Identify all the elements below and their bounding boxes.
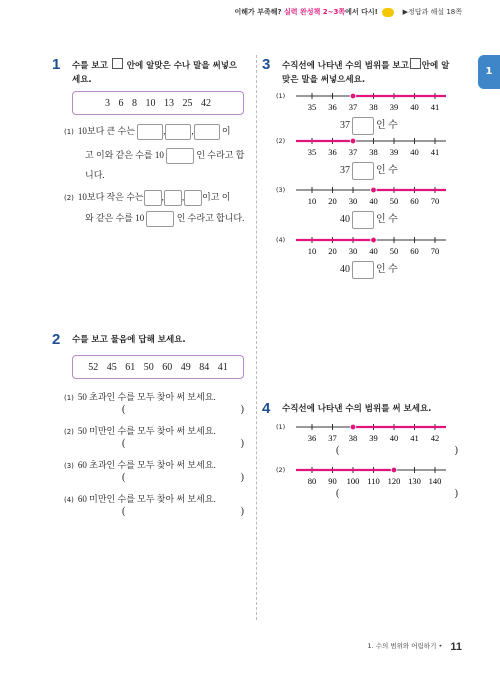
footer-bullet: • [438, 642, 443, 650]
header-suffix: 에서 다시! [345, 8, 378, 16]
paren-open: ( [122, 404, 126, 415]
q3-line-svg [296, 234, 456, 260]
answer-blank[interactable] [144, 190, 162, 206]
q4-line-index: (1) [276, 423, 286, 431]
q2-item [64, 458, 216, 473]
tick-label: 70 [430, 246, 440, 256]
paren-open: ( [122, 506, 126, 517]
q1-part1-line2 [85, 148, 244, 164]
q3-line-svg [296, 90, 456, 116]
answer-blank[interactable] [164, 190, 182, 206]
q1-text-c: 세요. [72, 75, 92, 85]
q2-item [64, 424, 216, 439]
tick-label: 36 [328, 147, 337, 157]
tick-label: 110 [367, 476, 380, 486]
tick-label: 38 [369, 102, 378, 112]
q4-number: 4 [262, 400, 271, 417]
q2-item-text: 50 미만인 수를 모두 찾아 써 보세요. [77, 426, 216, 436]
tick-label: 20 [328, 246, 337, 256]
q4-line-svg [296, 421, 456, 447]
range-point [350, 93, 356, 99]
q2-item [64, 492, 216, 507]
q2-answer-row[interactable] [122, 506, 244, 517]
q2-answer-row[interactable] [122, 472, 244, 483]
tick-label: 38 [369, 147, 378, 157]
q3-answer [340, 210, 398, 229]
header-prefix: 이해가 부족해? [234, 8, 282, 16]
tick-label: 41 [430, 102, 440, 112]
q3-answer-number: 40 [340, 214, 350, 225]
q2-number-box: 52 45 61 50 60 49 84 41 [72, 355, 244, 379]
tick-label: 35 [307, 102, 317, 112]
q2-item-index: (2) [64, 428, 74, 436]
q4-line-index: (2) [276, 466, 286, 474]
q3-answer [340, 161, 398, 180]
column-divider [256, 55, 257, 620]
tick-label: 36 [328, 102, 337, 112]
tick-label: 39 [389, 147, 399, 157]
q1-p1-a: 10보다 큰 수는 [77, 126, 135, 137]
answer-blank[interactable] [165, 124, 191, 140]
paren-close: ) [240, 506, 244, 517]
answer-blank[interactable] [166, 148, 194, 164]
tick-label: 30 [348, 196, 358, 206]
q1-part2-line2 [85, 211, 244, 227]
answer-blank[interactable] [352, 162, 374, 180]
q3-line-index: (2) [276, 137, 286, 145]
q1-text-b: 안에 알맞은 수나 말을 써넣으 [126, 61, 238, 71]
tick-label: 37 [348, 147, 358, 157]
q1-number: 1 [52, 56, 61, 73]
q3-line-index: (1) [276, 92, 286, 100]
answer-reference: ▶정답과 해설 18쪽 [402, 8, 462, 16]
q3-answer-number: 37 [340, 120, 350, 131]
q3-text-a: 수직선에 나타낸 수의 범위를 보고 [282, 61, 409, 71]
q1-p2-a: 10보다 작은 수는 [77, 192, 144, 203]
q3-line-svg [296, 135, 456, 161]
q1-p1-e: 니다. [85, 170, 105, 180]
range-point [350, 138, 356, 144]
mascot-icon [382, 8, 394, 17]
tick-label: 39 [389, 102, 399, 112]
q4-line-svg [296, 464, 456, 490]
q1-p2-c: 와 같은 수를 10 [85, 213, 145, 224]
paren-open: ( [122, 438, 126, 449]
q1-instruction [72, 58, 252, 87]
tick-label: 30 [348, 246, 358, 256]
q2-answer-row[interactable] [122, 404, 244, 415]
paren-close: ) [240, 472, 244, 483]
answer-blank[interactable] [137, 124, 163, 140]
paren-open: ( [336, 445, 340, 456]
tick-label: 80 [307, 476, 317, 486]
q2-instruction: 수를 보고 물음에 답해 보세요. [72, 335, 186, 345]
range-point [350, 424, 356, 430]
paren-open: ( [122, 472, 126, 483]
q3-answer-number: 37 [340, 165, 350, 176]
q1-p2-index: (2) [64, 194, 74, 203]
tick-label: 42 [430, 433, 440, 443]
range-point [371, 237, 377, 243]
tick-label: 20 [328, 196, 337, 206]
q3-text-b: 안에 알 [421, 61, 450, 71]
footer-chapter: 1. 수의 범위와 어림하기 [367, 642, 437, 650]
tick-label: 60 [410, 246, 419, 256]
tick-label: 70 [430, 196, 440, 206]
tick-label: 60 [410, 196, 419, 206]
q4-instruction: 수직선에 나타낸 수의 범위를 써 보세요. [282, 404, 432, 414]
q2-item-index: (4) [64, 496, 74, 504]
tick-label: 40 [410, 102, 419, 112]
page-number: 11 [450, 641, 462, 653]
q3-line-index: (3) [276, 186, 286, 194]
q1-part2: (2) 10보다 작은 수는 , , 이고 이 [64, 190, 249, 206]
tick-label: 41 [410, 433, 419, 443]
q4-answer-row[interactable] [336, 445, 458, 456]
tick-label: 41 [430, 147, 440, 157]
blank-square-icon [410, 58, 421, 69]
q1-number-box: 3 6 8 10 13 25 42 [72, 91, 244, 115]
q2-item-index: (3) [64, 462, 74, 470]
tick-label: 50 [389, 196, 399, 206]
paren-close: ) [240, 404, 244, 415]
q3-answer-number: 40 [340, 264, 350, 275]
chapter-tab: 1 [478, 55, 500, 89]
q3-answer-suffix: 인 수 [376, 214, 398, 225]
q3-answer-suffix: 인 수 [376, 165, 398, 176]
range-point [391, 467, 397, 473]
q1-p2-b: 이고 이 [202, 192, 231, 203]
tick-label: 50 [389, 246, 399, 256]
page-header [235, 7, 462, 17]
tick-label: 36 [307, 433, 317, 443]
header-highlight: 실력 완성책 2~3쪽 [284, 8, 346, 16]
q4-answer-row[interactable] [336, 488, 458, 499]
q1-p1-d: 인 수라고 합 [196, 150, 245, 161]
tick-label: 120 [387, 476, 401, 486]
q1-p1-b: 이 [221, 126, 231, 137]
paren-close: ) [454, 445, 458, 456]
q1-part1: (1) 10보다 큰 수는 , , 이 [64, 124, 244, 140]
answer-blank[interactable] [352, 117, 374, 135]
tick-label: 37 [328, 433, 337, 443]
q2-number: 2 [52, 331, 61, 348]
paren-close: ) [454, 488, 458, 499]
tick-label: 10 [307, 196, 317, 206]
tick-label: 10 [307, 246, 317, 256]
q2-answer-row[interactable] [122, 438, 244, 449]
tick-label: 39 [369, 433, 378, 443]
q2-item-text: 50 초과인 수를 모두 찾아 써 보세요. [77, 392, 216, 402]
q1-p1-index: (1) [64, 128, 74, 137]
q3-instruction [282, 58, 462, 87]
tick-label: 37 [348, 102, 358, 112]
paren-open: ( [336, 488, 340, 499]
q3-answer [340, 116, 398, 135]
tick-label: 90 [328, 476, 337, 486]
tick-label: 38 [348, 433, 358, 443]
q2-item-text: 60 미만인 수를 모두 찾아 써 보세요. [77, 494, 216, 504]
tick-label: 40 [369, 246, 378, 256]
tick-label: 35 [307, 147, 317, 157]
range-point [371, 187, 377, 193]
q3-answer-suffix: 인 수 [376, 264, 398, 275]
q1-p1-c: 고 이와 같은 수를 10 [85, 150, 164, 161]
q2-item-text: 60 초과인 수를 모두 찾아 써 보세요. [77, 460, 216, 470]
tick-label: 40 [369, 196, 378, 206]
q3-line-index: (4) [276, 236, 286, 244]
q3-text-c: 맞은 말을 써넣으세요. [282, 75, 366, 85]
tick-label: 40 [389, 433, 399, 443]
tick-label: 40 [410, 147, 419, 157]
q3-answer [340, 260, 398, 279]
page-footer [367, 641, 462, 653]
q3-answer-suffix: 인 수 [376, 120, 398, 131]
tick-label: 100 [346, 476, 360, 486]
answer-blank[interactable] [184, 190, 202, 206]
blank-square-icon [112, 58, 123, 69]
q3-line-svg [296, 184, 456, 210]
answer-blank[interactable] [194, 124, 220, 140]
q1-text-a: 수를 보고 [72, 61, 108, 71]
answer-blank[interactable] [352, 261, 374, 279]
answer-blank[interactable] [146, 211, 174, 227]
tick-label: 130 [408, 476, 421, 486]
q1-p2-d: 인 수라고 합니다. [176, 213, 245, 224]
q3-number: 3 [262, 56, 271, 73]
paren-close: ) [240, 438, 244, 449]
q2-item [64, 390, 216, 405]
q2-item-index: (1) [64, 394, 74, 402]
tick-label: 140 [428, 476, 442, 486]
answer-blank[interactable] [352, 211, 374, 229]
